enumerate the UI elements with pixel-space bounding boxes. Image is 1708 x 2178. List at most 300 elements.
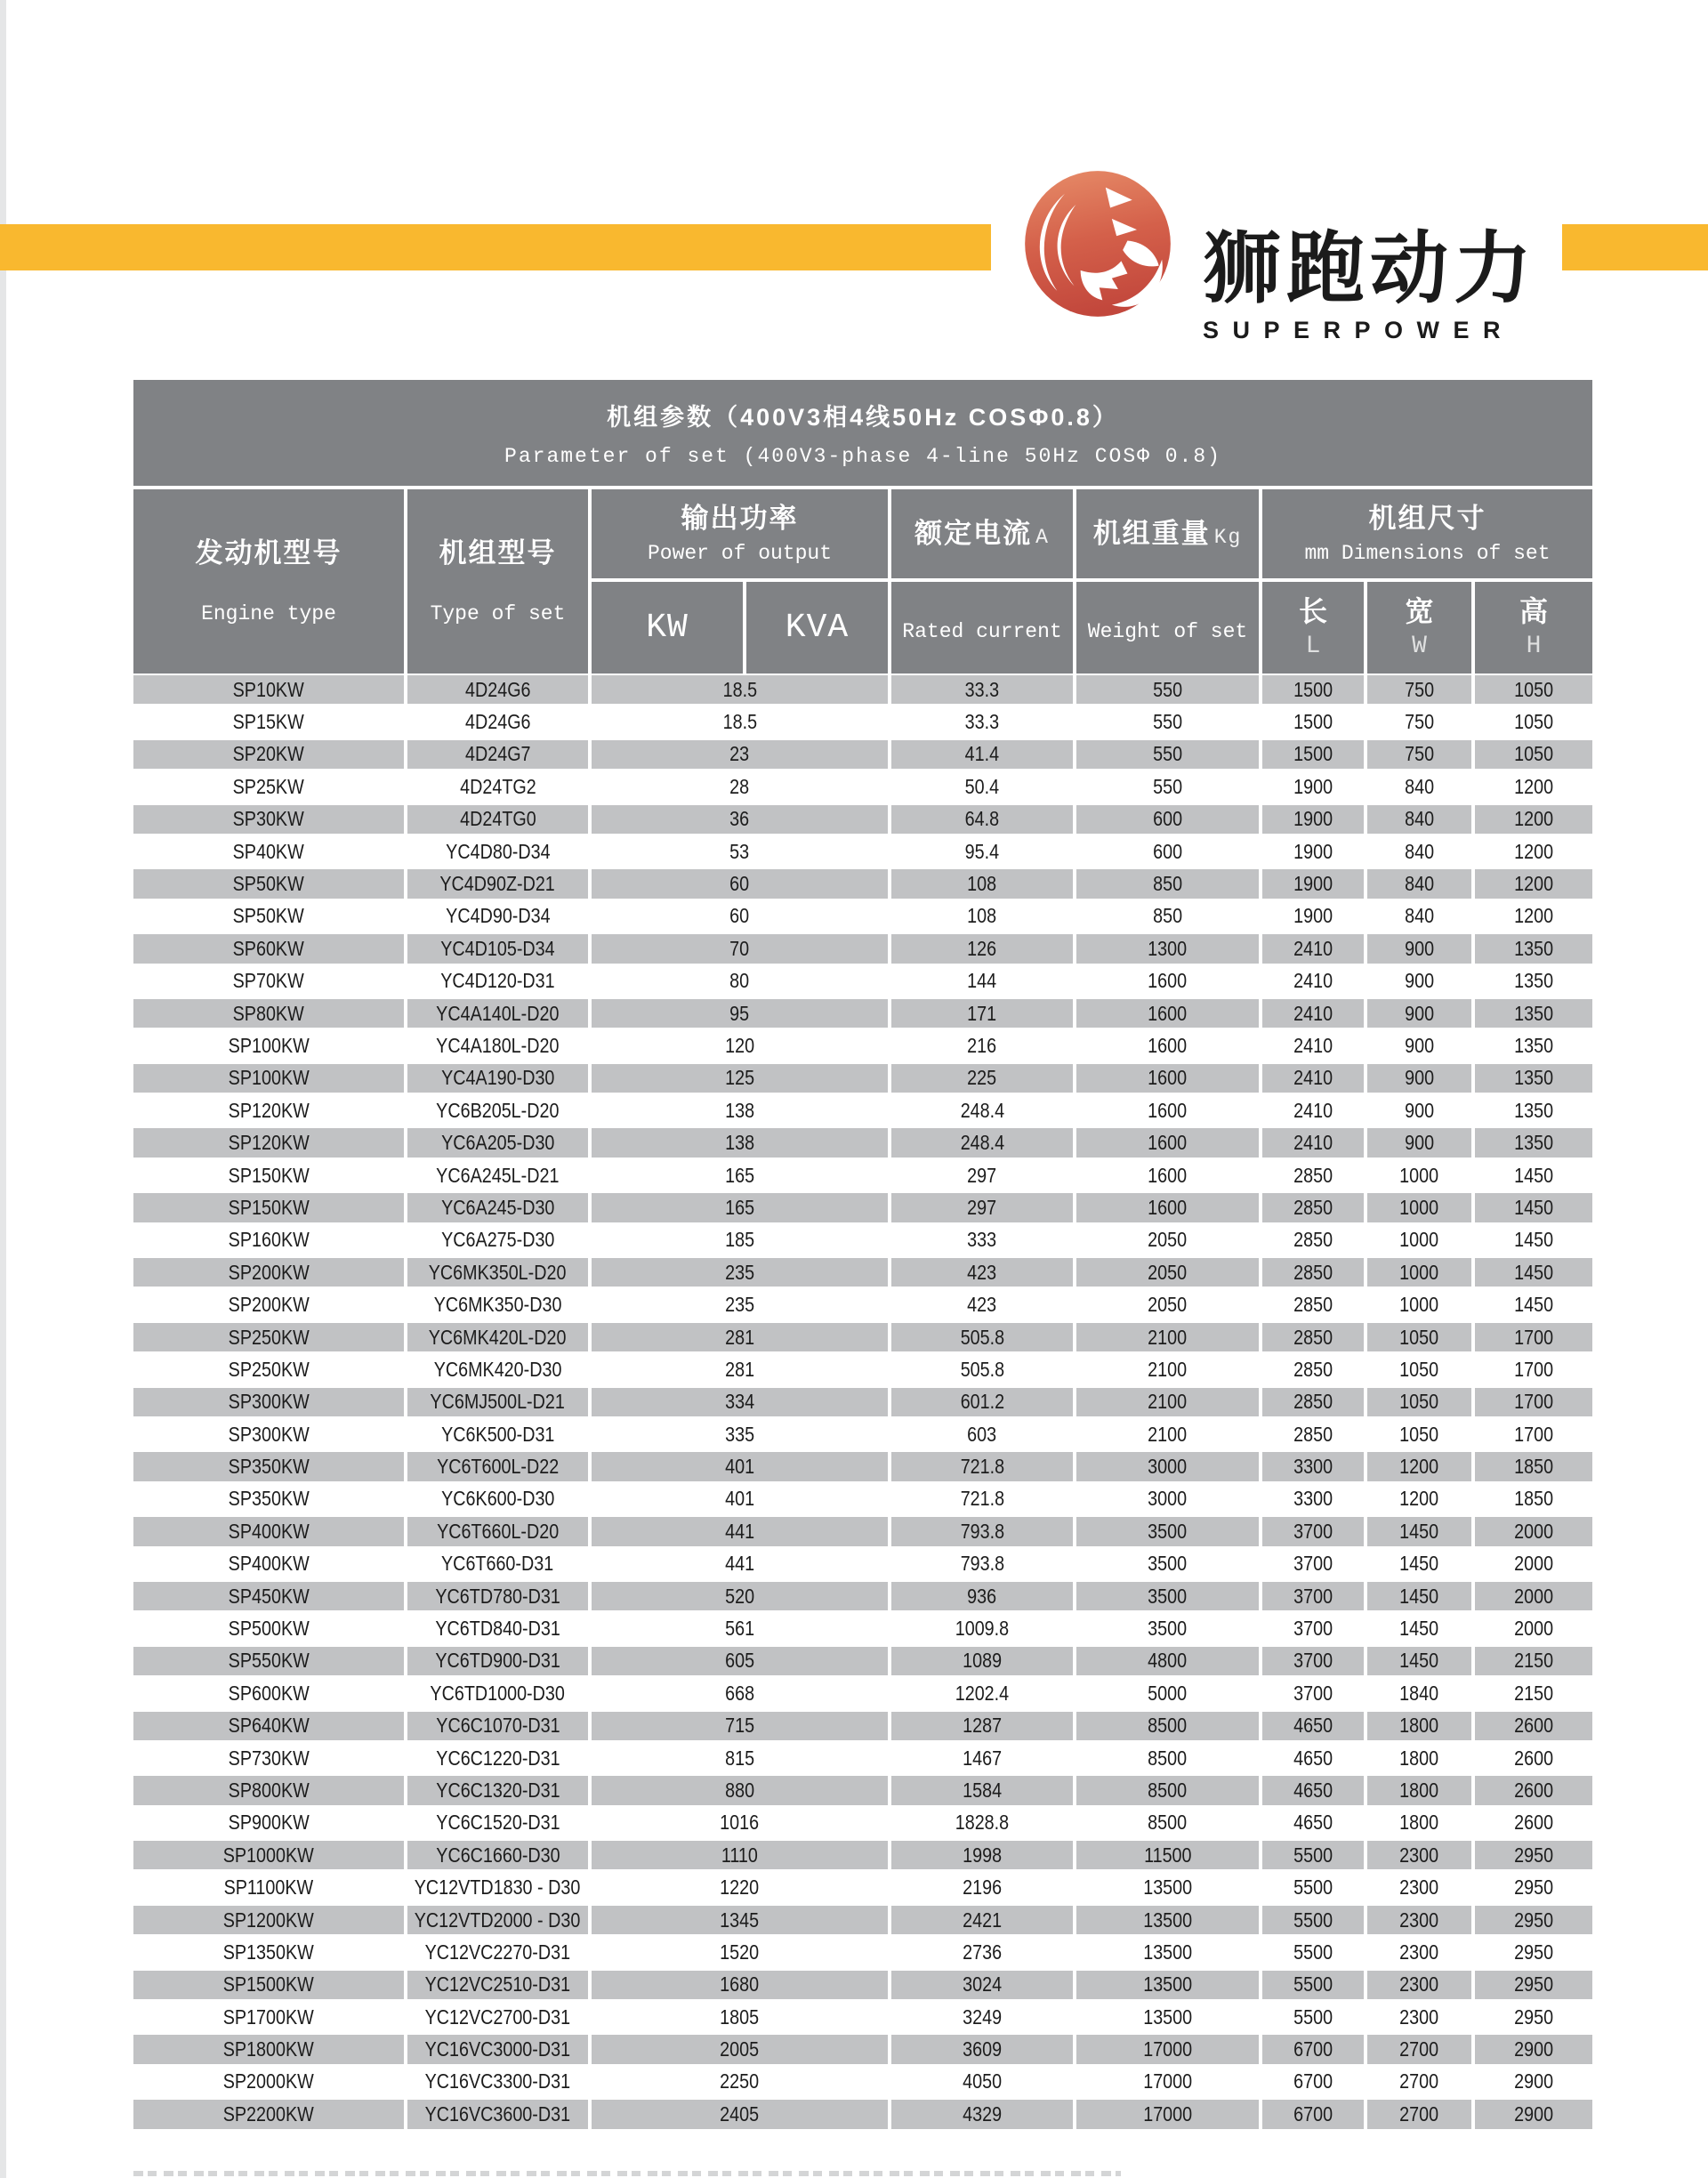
table-cell: 1450 [1514, 1293, 1553, 1317]
table-cell: SP1200KW [133, 1906, 407, 1934]
table-cell: 33.3 [891, 675, 1076, 704]
table-cell: 144 [967, 969, 997, 993]
table-cell: 850 [1153, 904, 1182, 928]
table-cell: 4650 [1293, 1746, 1333, 1770]
table-cell: 2100 [1148, 1422, 1188, 1446]
table-cell: 2300 [1399, 1876, 1439, 1900]
table-row [133, 2098, 1592, 2130]
table-row [133, 2001, 1592, 2033]
table-cell: 3700 [1293, 1552, 1333, 1576]
table-cell: YC4D120-D31 [440, 969, 555, 993]
table-cell: SP10KW [133, 675, 407, 704]
table-row [133, 770, 1592, 803]
table-cell: 36 [592, 805, 891, 834]
table-cell: 423 [967, 1293, 997, 1317]
table-cell: 601.2 [891, 1388, 1076, 1416]
table-cell: 1450 [1514, 1163, 1553, 1187]
table-cell: 2300 [1399, 1940, 1439, 1964]
table-cell: 297 [967, 1163, 997, 1187]
table-cell: SP400KW [228, 1552, 310, 1576]
table-row [133, 965, 1592, 997]
table-cell: YC6K600-D30 [440, 1487, 555, 1511]
table-cell: 1805 [720, 2005, 760, 2029]
table-cell: 840 [1405, 904, 1434, 928]
table-cell: 3500 [1148, 1617, 1188, 1641]
table-cell: YC4D90Z-D21 [407, 869, 592, 898]
table-cell: 1450 [1399, 1617, 1439, 1641]
table-cell: 2421 [891, 1906, 1076, 1934]
col-header-power-zh: 输出功率 [681, 503, 799, 535]
table-cell: 2950 [1514, 1876, 1553, 1900]
table-cell: SP60KW [133, 934, 407, 963]
col-header-rated-current-zh [891, 489, 1073, 578]
dimensions-zh: 机组尺寸 [1368, 503, 1486, 535]
table-cell: 2950 [1514, 1843, 1553, 1867]
table-cell: 70 [592, 934, 891, 963]
table-cell: 8500 [1076, 1712, 1262, 1740]
table-cell: YC6TD780-D31 [407, 1582, 592, 1610]
col-header-dimensions [1262, 489, 1592, 578]
table-cell: 33.3 [964, 710, 1000, 734]
table-cell: SP600KW [228, 1681, 310, 1705]
table-cell: 23 [592, 740, 891, 769]
table-cell: 900 [1367, 934, 1475, 963]
table-cell: 1450 [1514, 1228, 1553, 1252]
table-cell: YC6A245-D30 [407, 1193, 592, 1222]
table-cell: 1350 [1514, 1131, 1553, 1155]
table-cell: 18.5 [592, 675, 891, 704]
table-header [133, 489, 1592, 674]
table-cell: 1900 [1293, 839, 1333, 863]
table-cell: 1840 [1399, 1681, 1439, 1705]
table-cell: 1600 [1148, 1033, 1188, 1057]
table-cell: 3700 [1262, 1647, 1367, 1675]
table-cell: 900 [1367, 1128, 1475, 1157]
table-cell: 840 [1367, 869, 1475, 898]
table-cell: SP30KW [133, 805, 407, 834]
table-cell: 793.8 [891, 1517, 1076, 1545]
table-row [133, 1677, 1592, 1709]
table-cell: 50.4 [964, 774, 1000, 798]
table-cell: 550 [1076, 675, 1262, 704]
table-cell: 2700 [1367, 2035, 1475, 2063]
table-cell: SP2200KW [133, 2100, 407, 2128]
table-cell: SP80KW [133, 999, 407, 1028]
table-cell: YC4A140L-D20 [407, 999, 592, 1028]
table-cell: 721.8 [891, 1452, 1076, 1480]
table-cell: 5500 [1262, 1841, 1367, 1869]
table-cell: 4D24G6 [407, 675, 592, 704]
table-cell: 28 [729, 774, 750, 798]
table-cell: 1016 [720, 1811, 760, 1835]
table-cell: 1200 [1514, 839, 1553, 863]
table-cell: 1202.4 [955, 1681, 1010, 1705]
col-header-height: 高 H [1475, 582, 1592, 674]
table-cell: 3700 [1293, 1617, 1333, 1641]
table-cell: SP450KW [133, 1582, 407, 1610]
table-cell: 2150 [1514, 1649, 1553, 1673]
table-cell: 1200 [1514, 807, 1553, 831]
table-cell: 1850 [1514, 1487, 1553, 1511]
table-cell: 2410 [1262, 1128, 1367, 1157]
table-cell: 900 [1405, 1098, 1434, 1122]
table-cell: 1350 [1514, 936, 1553, 960]
table-cell: 840 [1367, 805, 1475, 834]
table-cell: 1900 [1293, 904, 1333, 928]
table-cell: 2850 [1262, 1323, 1367, 1351]
table-cell: 6700 [1262, 2035, 1367, 2063]
table-cell: 401 [592, 1452, 891, 1480]
table-row [133, 2033, 1592, 2065]
table-cell: 1500 [1262, 740, 1367, 769]
table-cell: 2850 [1262, 1193, 1367, 1222]
table-cell: 2410 [1293, 1033, 1333, 1057]
table-cell: SP640KW [133, 1712, 407, 1740]
table-row [133, 835, 1592, 867]
table-cell: 2410 [1293, 1098, 1333, 1122]
table-cell: 13500 [1143, 1940, 1192, 1964]
table-cell: 1350 [1514, 1098, 1553, 1122]
table-cell: 2300 [1367, 1906, 1475, 1934]
table-cell: 1350 [1514, 1001, 1553, 1025]
table-row [133, 997, 1592, 1029]
table-cell: 1000 [1399, 1293, 1439, 1317]
table-cell: SP500KW [228, 1617, 310, 1641]
table-cell: 715 [592, 1712, 891, 1740]
table-cell: 2100 [1076, 1323, 1262, 1351]
table-cell: 1450 [1514, 1260, 1553, 1284]
table-cell: 1600 [1148, 1098, 1188, 1122]
table-cell: SP1100KW [223, 1876, 314, 1900]
table-cell: 2700 [1399, 2069, 1439, 2093]
table-cell: 750 [1367, 675, 1475, 704]
table-row [133, 1645, 1592, 1677]
table-cell: 2850 [1293, 1293, 1333, 1317]
table-cell: 2410 [1262, 934, 1367, 963]
table-cell: 2050 [1076, 1258, 1262, 1287]
table-cell: SP2000KW [222, 2069, 315, 2093]
table-cell: 17000 [1076, 2100, 1262, 2128]
table-cell: 2600 [1514, 1746, 1553, 1770]
table-cell: 1800 [1367, 1712, 1475, 1740]
table-cell: 1850 [1514, 1455, 1553, 1479]
table-cell: 3609 [891, 2035, 1076, 2063]
table-cell: 80 [729, 969, 750, 993]
table-cell: 1350 [1514, 1033, 1553, 1057]
brand-name-chinese: 狮跑动力 [1203, 224, 1538, 312]
table-cell: YC12VTD1830 - D30 [415, 1876, 581, 1900]
table-cell: 335 [725, 1422, 754, 1446]
table-cell: 1200 [1514, 774, 1553, 798]
table-cell: SP40KW [232, 839, 305, 863]
table-cell: SP400KW [133, 1517, 407, 1545]
table-cell: 2196 [963, 1876, 1002, 1900]
table-cell: 1600 [1076, 1064, 1262, 1093]
col-header-kva: KVA [746, 582, 888, 674]
table-cell: YC6T660-D31 [441, 1552, 554, 1576]
table-cell: 1200 [1514, 904, 1553, 928]
table-cell: YC4A190-D30 [407, 1064, 592, 1093]
table-cell: 1700 [1514, 1422, 1553, 1446]
table-cell: 248.4 [891, 1128, 1076, 1157]
table-cell: 3700 [1262, 1517, 1367, 1545]
table-cell: 721.8 [960, 1487, 1004, 1511]
table-cell: YC6MK420L-D20 [407, 1323, 592, 1351]
table-cell: 41.4 [891, 740, 1076, 769]
table-cell: YC6B205L-D20 [436, 1098, 560, 1122]
table-cell: 1450 [1399, 1552, 1439, 1576]
table-cell: 6700 [1293, 2069, 1333, 2093]
table-cell: SP1500KW [133, 1971, 407, 1999]
table-row [133, 1418, 1592, 1450]
table-cell: 2850 [1293, 1228, 1333, 1252]
table-cell: 840 [1405, 774, 1434, 798]
col-header-power-output [592, 489, 888, 578]
yellow-accent-bar-right [1562, 224, 1708, 270]
table-row [133, 1580, 1592, 1612]
table-cell: SP550KW [133, 1647, 407, 1675]
table-cell: 64.8 [891, 805, 1076, 834]
table-cell: 13500 [1076, 1906, 1262, 1934]
table-row [133, 1774, 1592, 1806]
table-cell: 108 [891, 869, 1076, 898]
table-cell: 2405 [592, 2100, 891, 2128]
table-cell: 3700 [1262, 1582, 1367, 1610]
table-cell: 235 [592, 1258, 891, 1287]
table-cell: 2736 [963, 1940, 1002, 1964]
table-cell: YC6T600L-D22 [407, 1452, 592, 1480]
table-cell: 2300 [1367, 1971, 1475, 1999]
table-cell: YC6A275-D30 [440, 1228, 555, 1252]
table-cell: 520 [592, 1582, 891, 1610]
table-cell: 2600 [1514, 1714, 1553, 1738]
table-row [133, 1904, 1592, 1936]
table-cell: YC6TD1000-D30 [430, 1681, 566, 1705]
brand-text [1203, 224, 1538, 344]
table-cell: YC16VC3000-D31 [407, 2035, 592, 2063]
table-cell: SP120KW [228, 1098, 310, 1122]
table-cell: YC6T660L-D20 [407, 1517, 592, 1545]
table-cell: 2850 [1262, 1388, 1367, 1416]
table-cell: 1450 [1367, 1647, 1475, 1675]
table-cell: 53 [729, 839, 750, 863]
table-cell: 1200 [1399, 1487, 1439, 1511]
table-cell: 1050 [1514, 742, 1553, 766]
table-cell: 2900 [1514, 2037, 1553, 2061]
table-cell: 2410 [1262, 1064, 1367, 1093]
table-cell: 5500 [1293, 1940, 1333, 1964]
table-cell: 2005 [592, 2035, 891, 2063]
table-row [133, 932, 1592, 964]
table-cell: 17000 [1143, 2069, 1192, 2093]
table-cell: 1350 [1514, 1066, 1553, 1090]
table-row [133, 1159, 1592, 1191]
table-cell: 60 [592, 869, 891, 898]
table-cell: 1000 [1399, 1163, 1439, 1187]
table-cell: 2050 [1148, 1293, 1188, 1317]
table-cell: 126 [891, 934, 1076, 963]
table-cell: SP70KW [232, 969, 305, 993]
table-cell: 4D24G7 [407, 740, 592, 769]
table-cell: 1600 [1076, 1193, 1262, 1222]
table-row [133, 1936, 1592, 1968]
table-cell: SP1700KW [222, 2005, 315, 2029]
table-row [133, 1969, 1592, 2001]
table-cell: 235 [725, 1293, 754, 1317]
table-cell: 13500 [1143, 1876, 1192, 1900]
table-cell: 3300 [1262, 1452, 1367, 1480]
cut-off-footnote [133, 2171, 1121, 2176]
table-cell: 1900 [1262, 805, 1367, 834]
table-row [133, 1094, 1592, 1126]
table-cell: 3000 [1148, 1487, 1188, 1511]
table-row [133, 803, 1592, 835]
table-cell: 18.5 [722, 710, 757, 734]
table-cell: 1050 [1367, 1323, 1475, 1351]
table-cell: YC6K500-D31 [440, 1422, 555, 1446]
table-cell: 1300 [1076, 934, 1262, 963]
col-header-weight-en: Weight of set [1076, 582, 1259, 674]
table-cell: 1467 [963, 1746, 1002, 1770]
rated-current-zh: 额定电流 [914, 518, 1033, 550]
table-cell: 1050 [1399, 1422, 1439, 1446]
col-header-engine-type [133, 489, 404, 674]
table-row [133, 1191, 1592, 1223]
table-cell: 6700 [1262, 2100, 1367, 2128]
table-cell: 1600 [1076, 999, 1262, 1028]
table-row [133, 1321, 1592, 1353]
table-cell: 11500 [1076, 1841, 1262, 1869]
table-cell: 2000 [1514, 1617, 1553, 1641]
table-cell: 550 [1076, 740, 1262, 769]
table-cell: 1089 [891, 1647, 1076, 1675]
table-cell: 1600 [1148, 1163, 1188, 1187]
table-cell: SP900KW [228, 1811, 310, 1835]
table-title-zh: 机组参数（400V3相4线50Hz COSΦ0.8） [607, 404, 1119, 431]
table-cell: 1450 [1514, 1195, 1553, 1219]
table-cell: YC6C1660-D30 [407, 1841, 592, 1869]
table-cell: 1680 [592, 1971, 891, 1999]
table-cell: 1520 [720, 1940, 760, 1964]
col-header-width: 宽 W [1367, 582, 1471, 674]
table-cell: YC6TD840-D31 [435, 1617, 560, 1641]
table-cell: 216 [967, 1033, 997, 1057]
col-header-power-en: Power of output [647, 541, 833, 565]
table-cell: 171 [891, 999, 1076, 1028]
table-cell: 5500 [1293, 2005, 1333, 2029]
table-cell: 125 [592, 1064, 891, 1093]
table-row [133, 1548, 1592, 1580]
table-cell: SP160KW [228, 1228, 310, 1252]
table-cell: SP250KW [133, 1323, 407, 1351]
table-cell: 401 [725, 1487, 754, 1511]
table-cell: 3000 [1076, 1452, 1262, 1480]
table-cell: YC6C1070-D31 [407, 1712, 592, 1740]
table-cell: 4650 [1262, 1776, 1367, 1804]
table-cell: 668 [725, 1681, 754, 1705]
table-row [133, 1224, 1592, 1256]
table-cell: SP1000KW [133, 1841, 407, 1869]
table-cell: 95.4 [964, 839, 1000, 863]
table-cell: 1200 [1367, 1452, 1475, 1480]
table-cell: SP1800KW [133, 2035, 407, 2063]
dimensions-en: mm Dimensions of set [1304, 541, 1551, 565]
table-cell: 1287 [891, 1712, 1076, 1740]
table-cell: 2410 [1293, 969, 1333, 993]
col-header-engine-type-zh: 发动机型号 [195, 536, 342, 569]
table-cell: SP150KW [133, 1193, 407, 1222]
table-cell: 2000 [1514, 1519, 1553, 1543]
table-row [133, 738, 1592, 770]
table-cell: SP200KW [133, 1258, 407, 1287]
table-cell: 8500 [1148, 1811, 1188, 1835]
table-cell: 2850 [1293, 1357, 1333, 1381]
weight-unit: Kg [1213, 526, 1243, 550]
table-cell: SP20KW [133, 740, 407, 769]
table-cell: 225 [891, 1064, 1076, 1093]
table-cell: 750 [1367, 740, 1475, 769]
table-cell: 2950 [1514, 1972, 1553, 1996]
table-cell: 4650 [1293, 1811, 1333, 1835]
table-cell: 1450 [1367, 1517, 1475, 1545]
table-cell: YC6C1320-D31 [407, 1776, 592, 1804]
table-cell: 2300 [1399, 2005, 1439, 2029]
table-cell: YC6MK350L-D20 [407, 1258, 592, 1287]
table-cell: 605 [592, 1647, 891, 1675]
table-cell: YC6MK350-D30 [433, 1293, 562, 1317]
table-cell: 165 [725, 1163, 754, 1187]
table-row [133, 1256, 1592, 1288]
col-header-weight-zh [1076, 489, 1259, 578]
table-row [133, 867, 1592, 899]
table-cell: SP1350KW [222, 1940, 315, 1964]
table-cell: 603 [967, 1422, 997, 1446]
rated-current-unit: A [1035, 526, 1050, 550]
table-cell: YC12VC2270-D31 [424, 1940, 571, 1964]
table-row [133, 1515, 1592, 1547]
table-cell: 4050 [963, 2069, 1002, 2093]
table-cell: 2850 [1262, 1258, 1367, 1287]
table-cell: 750 [1405, 710, 1434, 734]
table-cell: 441 [725, 1552, 754, 1576]
table-cell: 1345 [592, 1906, 891, 1934]
parameter-table [133, 380, 1592, 2131]
table-cell: 2100 [1148, 1357, 1188, 1381]
table-cell: 281 [592, 1323, 891, 1351]
table-cell: 5500 [1293, 1876, 1333, 1900]
table-cell: 2150 [1514, 1681, 1553, 1705]
table-cell: 840 [1405, 839, 1434, 863]
table-cell: 1500 [1293, 710, 1333, 734]
table-cell: 900 [1405, 969, 1434, 993]
table-cell: YC6C1220-D31 [435, 1746, 560, 1770]
table-cell: 1000 [1399, 1228, 1439, 1252]
table-cell: SP300KW [133, 1388, 407, 1416]
col-header-rated-current-en: Rated current [891, 582, 1073, 674]
table-cell: 1700 [1514, 1357, 1553, 1381]
table-row [133, 1386, 1592, 1418]
table-cell: YC6TD900-D31 [407, 1647, 592, 1675]
table-cell: 13500 [1076, 1971, 1262, 1999]
table-cell: 1050 [1399, 1357, 1439, 1381]
table-cell: 2300 [1367, 1841, 1475, 1869]
table-cell: SP120KW [133, 1128, 407, 1157]
table-cell: 4800 [1076, 1647, 1262, 1675]
table-cell: SP800KW [133, 1776, 407, 1804]
table-cell: 2900 [1514, 2101, 1553, 2126]
table-cell: YC6C1520-D31 [435, 1811, 560, 1835]
table-cell: SP300KW [228, 1422, 310, 1446]
